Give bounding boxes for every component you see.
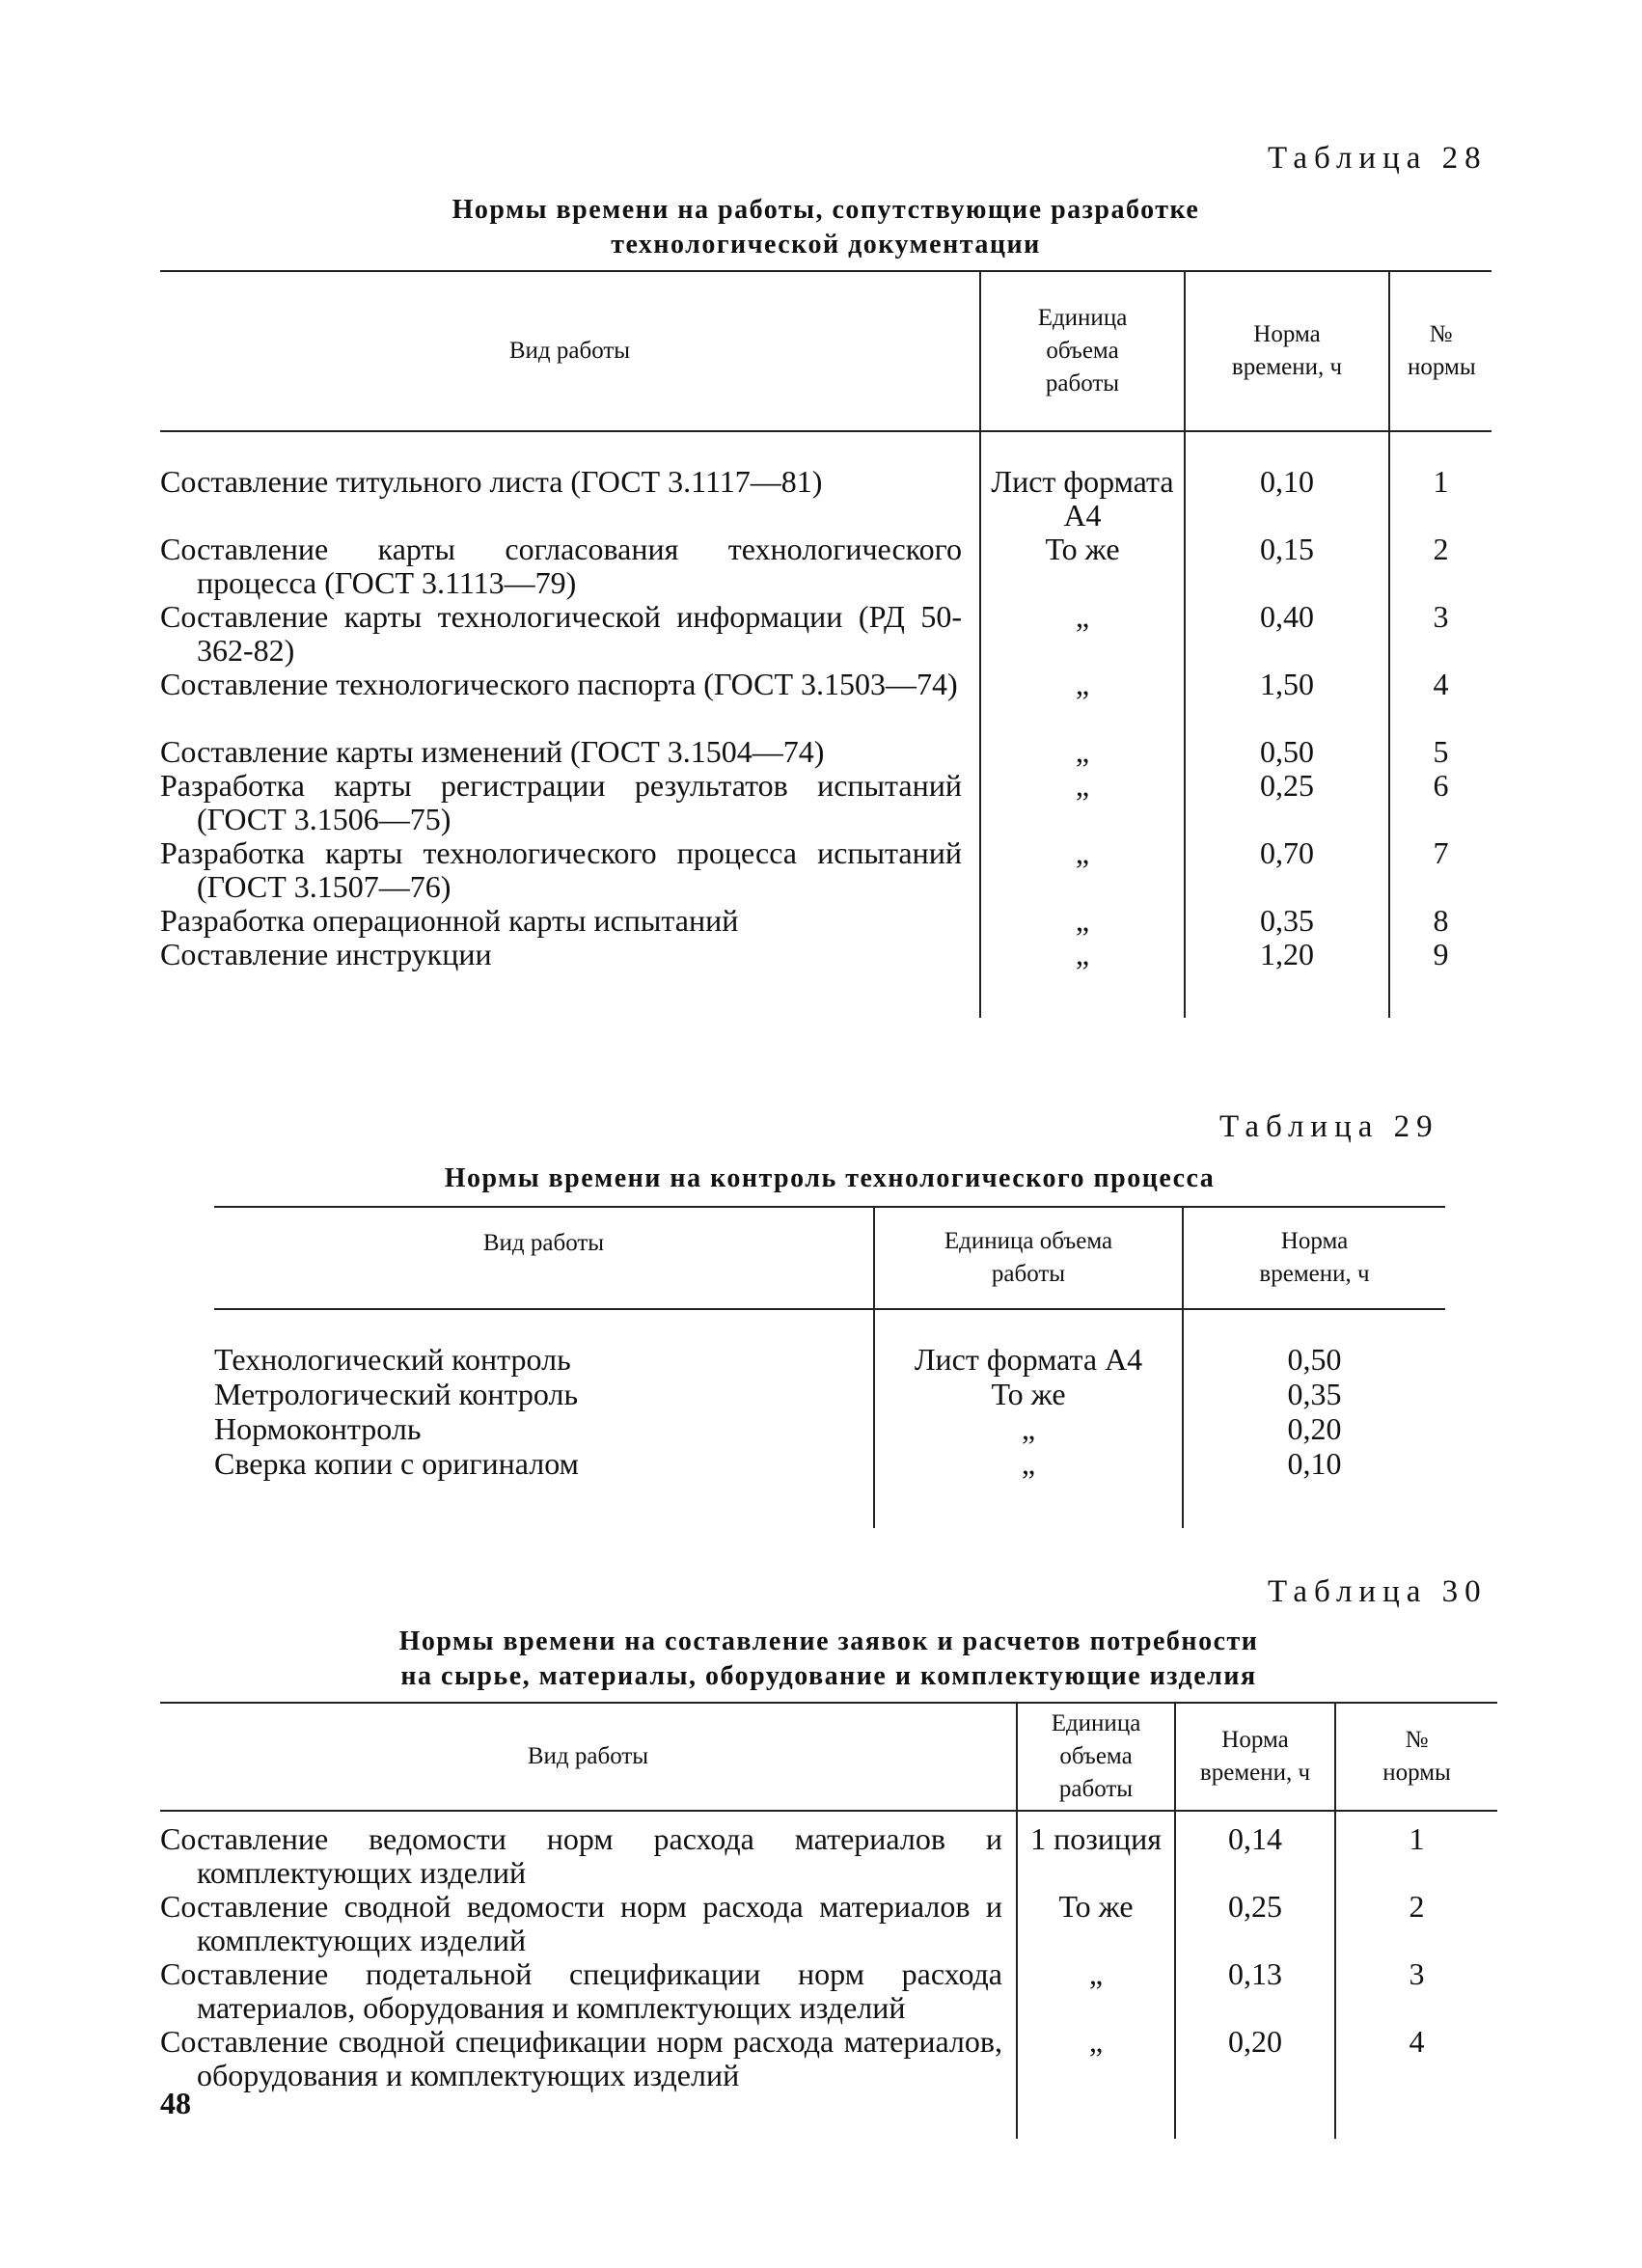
table-28-title-line2: технологической документации [611, 230, 1041, 260]
cell-work [160, 938, 980, 971]
unit-text: Лист формата А4 [991, 464, 1174, 533]
table-row [160, 769, 1491, 836]
cell-time [1175, 1957, 1335, 2025]
unit-text: „ [1075, 768, 1090, 803]
table-29-body [214, 1309, 1445, 1528]
unit-text: Лист формата А4 [914, 1342, 1143, 1377]
cell-num [1335, 1890, 1497, 1957]
table-29-title: Нормы времени на контроль технологического процесса [444, 1163, 1216, 1193]
cell-unit [874, 1343, 1183, 1378]
cell-unit [980, 668, 1185, 735]
cell-work [160, 904, 980, 938]
table-28-label: Таблица 28 [1268, 141, 1488, 176]
cell-work [214, 1378, 874, 1412]
work-text: Составление ведомости норм расхода материалов и комплектующих изделий [160, 1821, 1002, 1890]
unit-text: „ [1088, 1956, 1104, 1991]
time-text: 1,20 [1260, 937, 1314, 971]
unit-text: „ [1021, 1446, 1036, 1481]
cell-unit [980, 600, 1185, 668]
table-30-title-line2: на сырье, материалы, оборудование и комплектующие изделия [400, 1661, 1257, 1691]
cell-unit [980, 735, 1185, 769]
work-text: Разработка карты технологического процесса испытаний (ГОСТ 3.1507—76) [160, 835, 962, 904]
work-text: Составление карты изменений (ГОСТ 3.1504—74) [160, 734, 825, 769]
table-30-header-work: Вид работы [160, 1703, 1017, 1811]
cell-time [1185, 533, 1389, 600]
unit-text: „ [1021, 1411, 1036, 1446]
unit-text: „ [1075, 835, 1090, 870]
cell-unit [980, 533, 1185, 600]
unit-text: То же [991, 1377, 1066, 1411]
cell-work [160, 2025, 1017, 2092]
table-row [214, 1378, 1445, 1412]
cell-time [1183, 1378, 1445, 1412]
time-text: 0,35 [1260, 903, 1314, 938]
unit-text: „ [1075, 903, 1090, 938]
time-text: 0,25 [1228, 1889, 1282, 1924]
cell-work [160, 465, 980, 533]
work-text: Метрологический контроль [214, 1377, 579, 1411]
table-30-title [160, 1625, 1497, 1694]
cell-num [1389, 904, 1491, 938]
cell-time [1175, 1822, 1335, 1890]
time-text: 0,10 [1287, 1446, 1342, 1481]
cell-time [1185, 600, 1389, 668]
table-30-title-line1: Нормы времени на составление заявок и расчетов потребности [398, 1626, 1259, 1656]
unit-text: То же [1058, 1889, 1134, 1924]
num-text: 1 [1433, 464, 1449, 499]
work-text: Составление титульного листа (ГОСТ 3.1117—81) [160, 464, 823, 499]
cell-time [1185, 668, 1389, 735]
cell-num [1389, 465, 1491, 533]
num-text: 3 [1409, 1956, 1425, 1991]
cell-time [1185, 836, 1389, 904]
cell-num [1335, 2025, 1497, 2092]
page-number: 48 [160, 2086, 191, 2120]
cell-unit [1017, 2025, 1175, 2092]
cell-time [1183, 1343, 1445, 1378]
table-30-body [160, 1811, 1497, 2139]
work-text: Составление инструкции [160, 937, 492, 971]
table-29-label: Таблица 29 [1219, 1109, 1439, 1144]
time-text: 0,13 [1228, 1956, 1282, 1991]
table-28-header-row [160, 271, 1491, 431]
time-text: 0,40 [1260, 599, 1314, 634]
time-text: 0,10 [1260, 464, 1314, 499]
num-text: 9 [1433, 937, 1449, 971]
table-row [160, 465, 1491, 533]
cell-num [1389, 600, 1491, 668]
cell-work [214, 1412, 874, 1447]
cell-work [160, 668, 980, 735]
table-30 [160, 1702, 1497, 2139]
table-28-body [160, 431, 1491, 1018]
table-row [160, 1822, 1497, 1890]
num-text: 1 [1409, 1821, 1425, 1856]
cell-time [1185, 735, 1389, 769]
time-text: 0,14 [1228, 1821, 1282, 1856]
num-text: 2 [1409, 1889, 1425, 1924]
cell-unit [980, 769, 1185, 836]
table-28-header-work: Вид работы [160, 271, 980, 431]
unit-text: 1 позиция [1030, 1821, 1162, 1856]
time-text: 0,70 [1260, 835, 1314, 870]
time-text: 0,20 [1228, 2024, 1282, 2059]
cell-num [1335, 1822, 1497, 1890]
cell-num [1389, 735, 1491, 769]
cell-time [1185, 938, 1389, 971]
table-29-header-row [214, 1207, 1445, 1309]
table-30-header-time: Норма времени, ч [1175, 1703, 1335, 1811]
table-29 [214, 1206, 1445, 1528]
cell-num [1335, 1957, 1497, 2025]
work-text: Разработка карты регистрации результатов испытаний (ГОСТ 3.1506—75) [160, 768, 962, 836]
cell-work [160, 1822, 1017, 1890]
work-text: Технологический контроль [214, 1342, 571, 1377]
cell-work [160, 1890, 1017, 1957]
table-30-header-unit: Единица объема работы [1017, 1703, 1175, 1811]
cell-work [160, 735, 980, 769]
work-text: Составление подетальной спецификации норм расхода материалов, оборудования и комплектующих изделий [160, 1956, 1002, 2025]
cell-work [160, 533, 980, 600]
cell-unit [1017, 1822, 1175, 1890]
cell-unit [874, 1412, 1183, 1447]
unit-text: „ [1088, 2024, 1104, 2059]
cell-time [1175, 1890, 1335, 1957]
table-row [160, 938, 1491, 971]
work-text: Составление сводной ведомости норм расхода материалов и комплектующих изделий [160, 1889, 1002, 1957]
table-28-header-unit: Единица объема работы [980, 271, 1185, 431]
num-text: 3 [1433, 599, 1449, 634]
cell-unit [980, 904, 1185, 938]
cell-time [1185, 904, 1389, 938]
table-29-header-unit: Единица объема работы [874, 1207, 1183, 1309]
table-28 [160, 270, 1491, 1018]
table-row [214, 1343, 1445, 1378]
table-row [160, 904, 1491, 938]
work-text: Сверка копии с оригиналом [214, 1446, 579, 1481]
cell-time [1183, 1447, 1445, 1482]
time-text: 0,20 [1287, 1411, 1342, 1446]
cell-num [1389, 836, 1491, 904]
cell-time [1175, 2025, 1335, 2092]
cell-num [1389, 533, 1491, 600]
table-row [160, 2025, 1497, 2092]
cell-work [160, 1957, 1017, 2025]
table-29-header-time: Норма времени, ч [1183, 1207, 1445, 1309]
table-30-header-row [160, 1703, 1497, 1811]
num-text: 7 [1433, 835, 1449, 870]
cell-work [160, 836, 980, 904]
table-30-header-num: № нормы [1335, 1703, 1497, 1811]
num-text: 4 [1409, 2024, 1425, 2059]
work-text: Составление карты согласования технологического процесса (ГОСТ 3.1113—79) [160, 532, 962, 600]
table-row [160, 600, 1491, 668]
unit-text: „ [1075, 667, 1090, 701]
cell-time [1185, 465, 1389, 533]
work-text: Нормоконтроль [214, 1411, 422, 1446]
work-text: Составление карты технологической информации (РД 50-362-82) [160, 599, 962, 668]
cell-time [1185, 769, 1389, 836]
work-text: Разработка операционной карты испытаний [160, 903, 739, 938]
time-text: 1,50 [1260, 667, 1314, 701]
time-text: 0,50 [1287, 1342, 1342, 1377]
time-text: 0,35 [1287, 1377, 1342, 1411]
cell-time [1183, 1412, 1445, 1447]
cell-unit [1017, 1957, 1175, 2025]
table-row [160, 1890, 1497, 1957]
time-text: 0,50 [1260, 734, 1314, 769]
cell-unit [874, 1378, 1183, 1412]
num-text: 5 [1433, 734, 1449, 769]
table-28-header-num: № нормы [1389, 271, 1491, 431]
cell-unit [1017, 1890, 1175, 1957]
table-row [160, 668, 1491, 735]
table-row [160, 533, 1491, 600]
cell-num [1389, 938, 1491, 971]
num-text: 4 [1433, 667, 1449, 701]
unit-text: То же [1045, 532, 1120, 566]
time-text: 0,15 [1260, 532, 1314, 566]
table-row [214, 1447, 1445, 1482]
num-text: 6 [1433, 768, 1449, 803]
unit-text: „ [1075, 937, 1090, 971]
unit-text: „ [1075, 599, 1090, 634]
num-text: 8 [1433, 903, 1449, 938]
table-28-title [160, 193, 1491, 262]
table-29-header-work: Вид работы [214, 1207, 874, 1309]
cell-work [160, 769, 980, 836]
table-row [214, 1412, 1445, 1447]
table-row [160, 836, 1491, 904]
work-text: Составление сводной спецификации норм расхода материалов, оборудования и комплектующих изделий [160, 2024, 1002, 2092]
cell-work [160, 600, 980, 668]
cell-num [1389, 769, 1491, 836]
cell-unit [874, 1447, 1183, 1482]
unit-text: „ [1075, 734, 1090, 769]
time-text: 0,25 [1260, 768, 1314, 803]
cell-unit [980, 465, 1185, 533]
table-row [160, 1957, 1497, 2025]
cell-unit [980, 836, 1185, 904]
cell-work [214, 1447, 874, 1482]
table-30-label: Таблица 30 [1268, 1574, 1488, 1609]
work-text: Составление технологического паспорта (ГОСТ 3.1503—74) [160, 667, 958, 701]
table-28-header-time: Норма времени, ч [1185, 271, 1389, 431]
cell-work [214, 1343, 874, 1378]
table-28-title-line1: Нормы времени на работы, сопутствующие разработке [452, 195, 1200, 225]
table-row [160, 735, 1491, 769]
cell-num [1389, 668, 1491, 735]
num-text: 2 [1433, 532, 1449, 566]
cell-unit [980, 938, 1185, 971]
